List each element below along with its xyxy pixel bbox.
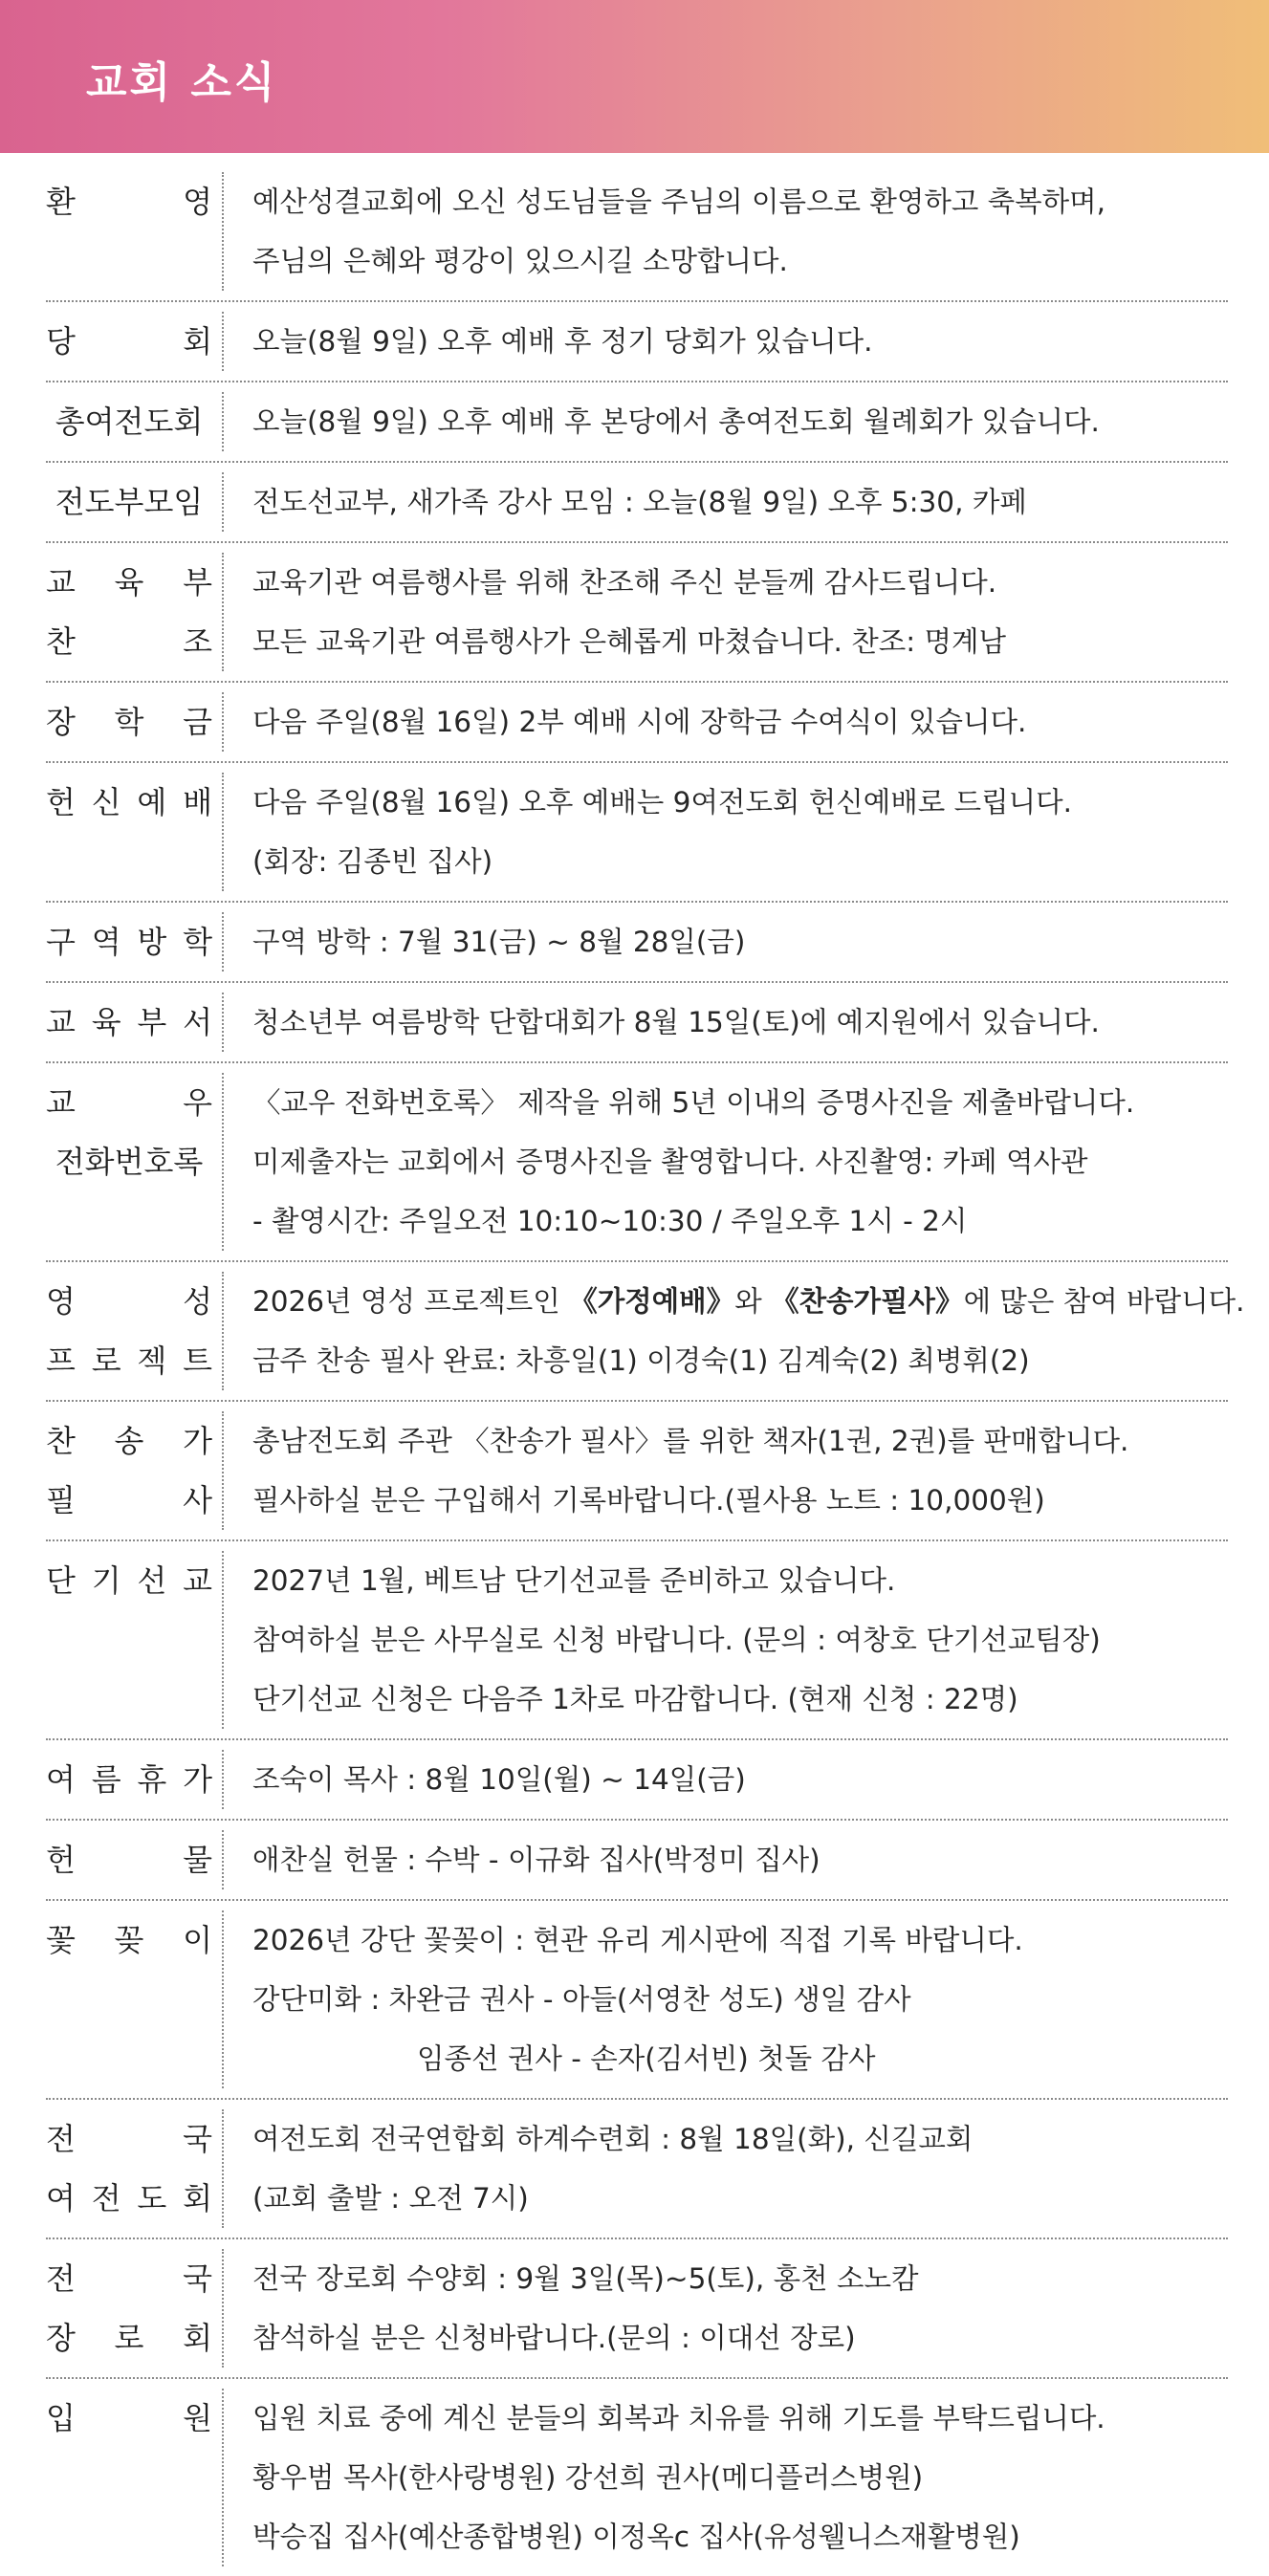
news-row-church-meeting xyxy=(46,302,1228,382)
news-row-hospitalized xyxy=(46,2379,1228,2576)
news-label xyxy=(46,1272,224,1390)
news-content xyxy=(224,1073,1228,1251)
news-label xyxy=(46,553,224,671)
news-label-line: 당 회 xyxy=(46,323,212,360)
news-text-line: 2026년 강단 꽃꽂이 : 현관 유리 게시판에 직접 기록 바랍니다. xyxy=(252,1924,1023,1956)
news-text-line: (회장: 김종빈 집사) xyxy=(252,845,493,878)
news-label-line: 헌 신 예 배 xyxy=(46,784,212,820)
news-content xyxy=(224,1551,1228,1729)
news-label-line: 프 로 젝 트 xyxy=(46,1343,212,1379)
news-content xyxy=(224,1910,1228,2088)
news-content xyxy=(224,1750,1228,1809)
news-label-line: 총여전도회 xyxy=(55,404,204,440)
news-text-line: 〈교우 전화번호록〉 제작을 위해 5년 이내의 증명사진을 제출바랍니다. xyxy=(252,1086,1135,1119)
news-text-line: 오늘(8월 9일) 오후 예배 후 본당에서 총여전도회 월례회가 있습니다. xyxy=(252,405,1100,438)
news-content xyxy=(224,472,1228,532)
news-content xyxy=(224,392,1228,451)
news-text-line: 2027년 1월, 베트남 단기선교를 준비하고 있습니다. xyxy=(252,1564,896,1597)
news-content xyxy=(224,172,1228,291)
news-text-line: 조숙이 목사 : 8월 10일(월) ~ 14일(금) xyxy=(252,1763,746,1796)
news-label-line: 전 국 xyxy=(46,2260,212,2297)
news-label-line: 구 역 방 학 xyxy=(46,924,212,960)
news-text-line: 주님의 은혜와 평강이 있으시길 소망합니다. xyxy=(252,245,788,277)
news-text-line: 청소년부 여름방학 단합대회가 8월 15일(토)에 예지원에서 있습니다. xyxy=(252,1006,1100,1038)
news-row-welcome xyxy=(46,170,1228,302)
news-content xyxy=(224,312,1228,371)
news-text-line: 미제출자는 교회에서 증명사진을 촬영합니다. 사진촬영: 카페 역사관 xyxy=(252,1146,1088,1178)
news-text-line: 여전도회 전국연합회 하계수련회 : 8월 18일(화), 신길교회 xyxy=(252,2123,974,2155)
header-banner xyxy=(0,0,1269,153)
news-row-hymn-copy xyxy=(46,1402,1228,1541)
news-text-line: 전도선교부, 새가족 강사 모임 : 오늘(8월 9일) 오후 5:30, 카페 xyxy=(252,486,1027,518)
news-label xyxy=(46,472,224,532)
news-label xyxy=(46,392,224,451)
news-text-line: 모든 교육기관 여름행사가 은혜롭게 마쳤습니다. 찬조: 명계남 xyxy=(252,625,1007,658)
page-title: 교회 소식 xyxy=(86,58,278,107)
news-label xyxy=(46,1073,224,1251)
news-text-line: 필사하실 분은 구입해서 기록바랍니다.(필사용 노트 : 10,000원) xyxy=(252,1484,1045,1517)
news-content xyxy=(224,773,1228,891)
news-text-line: 황우범 목사(한사랑병원) 강선희 권사(메디플러스병원) xyxy=(252,2461,924,2494)
news-content xyxy=(224,692,1228,752)
news-label-line: 장 로 회 xyxy=(46,2320,212,2356)
news-label xyxy=(46,912,224,971)
news-text-line: 금주 찬송 필사 완료: 차흥일(1) 이경숙(1) 김계숙(2) 최병휘(2) xyxy=(252,1344,1030,1377)
news-label xyxy=(46,1910,224,2088)
news-text-line: 2026년 영성 프로젝트인 《가정예배》와 《찬송가필사》에 많은 참여 바랍니다. xyxy=(252,1285,1245,1318)
news-row-district-break xyxy=(46,903,1228,983)
news-row-women-mission xyxy=(46,382,1228,463)
news-content xyxy=(224,553,1228,671)
news-text-line: 참여하실 분은 사무실로 신청 바랍니다. (문의 : 여창호 단기선교팀장) xyxy=(252,1624,1101,1656)
news-label-line: 전도부모임 xyxy=(55,484,204,520)
news-label-line: 교 우 xyxy=(46,1084,212,1121)
news-text-line: 강단미화 : 차완금 권사 - 아들(서영찬 성도) 생일 감사 xyxy=(252,1983,911,2016)
news-label xyxy=(46,1411,224,1530)
news-text-line: 전국 장로회 수양회 : 9월 3일(목)~5(토), 홍천 소노캄 xyxy=(252,2262,919,2295)
news-content xyxy=(224,1411,1228,1530)
news-text-line: - 촬영시간: 주일오전 10:10~10:30 / 주일오후 1시 - 2시 xyxy=(252,1205,968,1237)
news-text-line: 애찬실 헌물 : 수박 - 이규화 집사(박정미 집사) xyxy=(252,1844,820,1876)
news-label-line: 영 성 xyxy=(46,1283,212,1320)
news-label xyxy=(46,312,224,371)
news-content xyxy=(224,1272,1245,1390)
news-text-line: 다음 주일(8월 16일) 2부 예배 시에 장학금 수여식이 있습니다. xyxy=(252,706,1027,738)
news-board xyxy=(46,170,1245,2576)
news-text-line: 예산성결교회에 오신 성도님들을 주님의 이름으로 환영하고 축복하며, xyxy=(252,186,1106,218)
news-label xyxy=(46,2249,224,2368)
news-label-line: 찬 송 가 xyxy=(46,1423,212,1459)
news-row-education-dept xyxy=(46,983,1228,1063)
news-content xyxy=(224,993,1228,1052)
news-row-education-support xyxy=(46,543,1228,683)
news-label-line: 필 사 xyxy=(46,1482,212,1518)
news-content xyxy=(224,912,1228,971)
news-text-line: (교회 출발 : 오전 7시) xyxy=(252,2182,529,2215)
news-label-line: 단 기 선 교 xyxy=(46,1562,212,1599)
news-text-line: 총남전도회 주관 〈찬송가 필사〉를 위한 책자(1권, 2권)를 판매합니다. xyxy=(252,1425,1129,1457)
news-text-line: 박승집 집사(예산종합병원) 이정옥c 집사(유성웰니스재활병원) xyxy=(252,2521,1020,2553)
news-label xyxy=(46,1830,224,1889)
news-row-scholarship xyxy=(46,683,1228,763)
news-row-mission-dept xyxy=(46,463,1228,543)
news-text-line: 다음 주일(8월 16일) 오후 예배는 9여전도회 헌신예배로 드립니다. xyxy=(252,786,1073,819)
news-content xyxy=(224,2109,1228,2228)
news-label xyxy=(46,2109,224,2228)
news-row-flowers xyxy=(46,1901,1228,2100)
news-label-line: 헌 물 xyxy=(46,1842,212,1878)
news-label xyxy=(46,773,224,891)
news-text-line: 구역 방학 : 7월 31(금) ~ 8월 28일(금) xyxy=(252,926,746,958)
news-label-line: 전 국 xyxy=(46,2121,212,2157)
news-row-national-women xyxy=(46,2100,1228,2239)
news-label-line: 환 영 xyxy=(46,184,212,220)
news-row-national-elders xyxy=(46,2239,1228,2379)
news-text-line: 단기선교 신청은 다음주 1차로 마감합니다. (현재 신청 : 22명) xyxy=(252,1683,1018,1715)
news-label xyxy=(46,1551,224,1729)
news-label-line: 꽃 꽂 이 xyxy=(46,1922,212,1958)
news-row-spiritual-project xyxy=(46,1262,1245,1402)
news-row-offering xyxy=(46,1821,1228,1901)
news-row-phonebook xyxy=(46,1063,1228,1262)
news-row-summer-vacation xyxy=(46,1740,1228,1821)
news-label xyxy=(46,993,224,1052)
news-label-line: 찬 조 xyxy=(46,623,212,660)
news-content xyxy=(224,2389,1228,2566)
news-label xyxy=(46,2389,224,2566)
news-label xyxy=(46,692,224,752)
news-text-line: 참석하실 분은 신청바랍니다.(문의 : 이대선 장로) xyxy=(252,2322,856,2354)
news-text-line: 입원 치료 중에 계신 분들의 회복과 치유를 위해 기도를 부탁드립니다. xyxy=(252,2402,1105,2434)
news-label-line: 장 학 금 xyxy=(46,704,212,740)
news-label-line: 교 육 부 xyxy=(46,564,212,600)
news-label-line: 교 육 부 서 xyxy=(46,1004,212,1040)
news-row-short-term-mission xyxy=(46,1541,1228,1740)
news-label xyxy=(46,1750,224,1809)
news-content xyxy=(224,1830,1228,1889)
news-label-line: 입 원 xyxy=(46,2400,212,2436)
news-text-line: 임종선 권사 - 손자(김서빈) 첫돌 감사 xyxy=(417,2042,876,2075)
news-label-line: 전화번호록 xyxy=(55,1144,204,1180)
news-row-dedication-service xyxy=(46,763,1228,903)
news-label-line: 여 전 도 회 xyxy=(46,2180,212,2216)
news-label xyxy=(46,172,224,291)
news-content xyxy=(224,2249,1228,2368)
news-label-line: 여 름 휴 가 xyxy=(46,1761,212,1798)
news-text-line: 오늘(8월 9일) 오후 예배 후 정기 당회가 있습니다. xyxy=(252,325,873,358)
news-text-line: 교육기관 여름행사를 위해 찬조해 주신 분들께 감사드립니다. xyxy=(252,566,997,599)
